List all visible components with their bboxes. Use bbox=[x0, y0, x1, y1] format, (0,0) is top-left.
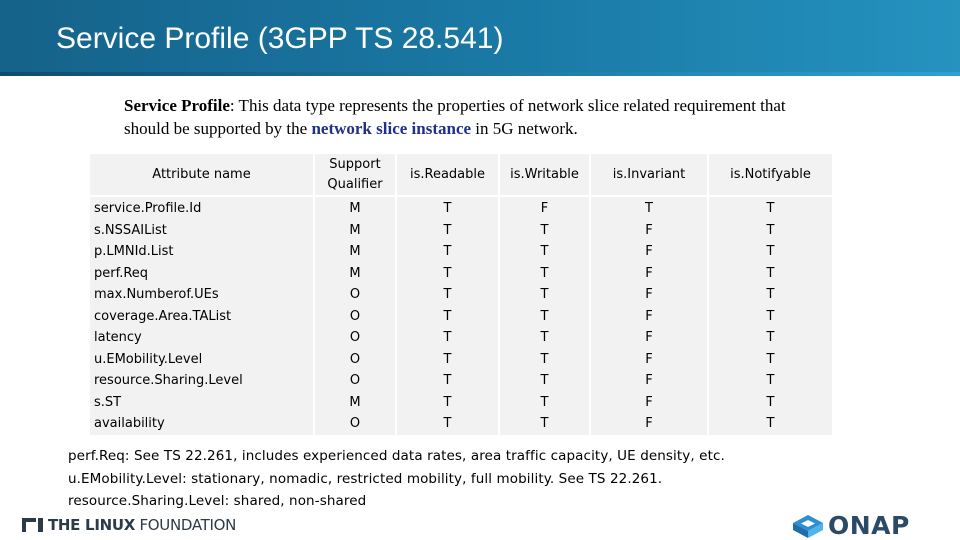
header-is-writable: is.Writable bbox=[499, 154, 590, 196]
cell-is-writable: T bbox=[499, 263, 590, 285]
cell-is-readable: T bbox=[396, 220, 499, 242]
table-row bbox=[90, 196, 833, 220]
header-is-notifyable: is.Notifyable bbox=[708, 154, 833, 196]
cell-is-readable: T bbox=[396, 263, 499, 285]
table-row bbox=[90, 370, 833, 392]
cell-support-qualifier: M bbox=[314, 220, 396, 242]
cell-is-readable: T bbox=[396, 392, 499, 414]
cell-is-readable: T bbox=[396, 327, 499, 349]
cell-is-readable: T bbox=[396, 370, 499, 392]
description-text-after: in 5G network. bbox=[471, 119, 578, 138]
cell-support-qualifier: M bbox=[314, 263, 396, 285]
onap-wordmark: ONAP bbox=[828, 511, 910, 540]
cell-support-qualifier: O bbox=[314, 327, 396, 349]
table-row bbox=[90, 220, 833, 242]
cell-is-invariant: F bbox=[590, 327, 708, 349]
cell-is-writable: F bbox=[499, 196, 590, 220]
linux-foundation-logo bbox=[22, 514, 236, 536]
description-text-before: : This data type represents the properties of network slice related requirement that should be supported by the bbox=[124, 96, 786, 138]
cell-is-notifyable: T bbox=[708, 413, 833, 435]
header-is-readable: is.Readable bbox=[396, 154, 499, 196]
cell-is-writable: T bbox=[499, 349, 590, 371]
header-is-invariant: is.Invariant bbox=[590, 154, 708, 196]
header-support-qualifier-label: Support Qualifier bbox=[327, 156, 383, 192]
cell-is-invariant: F bbox=[590, 413, 708, 435]
slide-title: Service Profile (3GPP TS 28.541) bbox=[56, 22, 504, 55]
cell-is-notifyable: T bbox=[708, 392, 833, 414]
cell-support-qualifier: M bbox=[314, 392, 396, 414]
cell-is-readable: T bbox=[396, 196, 499, 220]
table-body bbox=[90, 196, 833, 435]
cell-is-readable: T bbox=[396, 349, 499, 371]
note-ue-mobility: u.EMobility.Level: stationary, nomadic, restricted mobility, full mobility. See TS 22.261. bbox=[68, 470, 663, 487]
linux-foundation-wordmark bbox=[48, 516, 236, 534]
cell-attribute-name: resource.Sharing.Level bbox=[90, 370, 314, 392]
cell-is-invariant: F bbox=[590, 263, 708, 285]
table-row bbox=[90, 392, 833, 414]
onap-logo bbox=[790, 512, 920, 540]
cell-is-writable: T bbox=[499, 327, 590, 349]
lf-wordmark-light: FOUNDATION bbox=[135, 516, 237, 534]
table-row bbox=[90, 327, 833, 349]
note-perf-req: perf.Req: See TS 22.261, includes experienced data rates, area traffic capacity, UE density, etc. bbox=[68, 448, 725, 464]
cell-support-qualifier: M bbox=[314, 196, 396, 220]
notes bbox=[68, 445, 908, 513]
cell-is-invariant: F bbox=[590, 392, 708, 414]
header-support-qualifier bbox=[314, 154, 396, 196]
cell-is-writable: T bbox=[499, 413, 590, 435]
description bbox=[124, 94, 824, 140]
cell-is-readable: T bbox=[396, 241, 499, 263]
cell-is-writable: T bbox=[499, 220, 590, 242]
cell-attribute-name: latency bbox=[90, 327, 314, 349]
linux-foundation-mark-icon bbox=[22, 517, 44, 533]
cell-is-readable: T bbox=[396, 306, 499, 328]
table-row bbox=[90, 263, 833, 285]
cell-is-notifyable: T bbox=[708, 220, 833, 242]
cell-is-writable: T bbox=[499, 284, 590, 306]
onap-mark-icon bbox=[790, 513, 826, 539]
cell-is-readable: T bbox=[396, 284, 499, 306]
header-attribute-name: Attribute name bbox=[90, 154, 314, 196]
cell-is-invariant: F bbox=[590, 220, 708, 242]
cell-is-notifyable: T bbox=[708, 349, 833, 371]
cell-is-invariant: T bbox=[590, 196, 708, 220]
table-header-row bbox=[90, 154, 833, 196]
cell-attribute-name: s.NSSAIList bbox=[90, 220, 314, 242]
description-term: Service Profile bbox=[124, 96, 230, 115]
cell-is-invariant: F bbox=[590, 349, 708, 371]
table-row bbox=[90, 413, 833, 435]
table-row bbox=[90, 349, 833, 371]
lf-wordmark-bold: THE LINUX bbox=[48, 516, 135, 534]
cell-is-notifyable: T bbox=[708, 306, 833, 328]
description-highlight: network slice instance bbox=[311, 119, 472, 138]
cell-is-notifyable: T bbox=[708, 327, 833, 349]
cell-attribute-name: availability bbox=[90, 413, 314, 435]
table-row bbox=[90, 306, 833, 328]
cell-is-writable: T bbox=[499, 370, 590, 392]
cell-is-notifyable: T bbox=[708, 284, 833, 306]
note-resource-sharing: resource.Sharing.Level: shared, non-shared bbox=[68, 493, 367, 509]
cell-attribute-name: service.Profile.Id bbox=[90, 196, 314, 220]
cell-support-qualifier: O bbox=[314, 349, 396, 371]
cell-is-writable: T bbox=[499, 306, 590, 328]
cell-support-qualifier: O bbox=[314, 413, 396, 435]
cell-support-qualifier: M bbox=[314, 241, 396, 263]
table-row bbox=[90, 241, 833, 263]
cell-is-invariant: F bbox=[590, 284, 708, 306]
attribute-table bbox=[90, 154, 834, 435]
cell-is-invariant: F bbox=[590, 370, 708, 392]
cell-attribute-name: p.LMNId.List bbox=[90, 241, 314, 263]
cell-is-notifyable: T bbox=[708, 263, 833, 285]
cell-is-invariant: F bbox=[590, 306, 708, 328]
cell-attribute-name: max.Numberof.UEs bbox=[90, 284, 314, 306]
cell-support-qualifier: O bbox=[314, 306, 396, 328]
cell-is-notifyable: T bbox=[708, 241, 833, 263]
cell-attribute-name: coverage.Area.TAList bbox=[90, 306, 314, 328]
cell-is-invariant: F bbox=[590, 241, 708, 263]
cell-attribute-name: u.EMobility.Level bbox=[90, 349, 314, 371]
table-row bbox=[90, 284, 833, 306]
cell-is-notifyable: T bbox=[708, 196, 833, 220]
cell-is-writable: T bbox=[499, 241, 590, 263]
cell-attribute-name: perf.Req bbox=[90, 263, 314, 285]
cell-attribute-name: s.ST bbox=[90, 392, 314, 414]
cell-support-qualifier: O bbox=[314, 284, 396, 306]
cell-support-qualifier: O bbox=[314, 370, 396, 392]
cell-is-notifyable: T bbox=[708, 370, 833, 392]
cell-is-writable: T bbox=[499, 392, 590, 414]
cell-is-readable: T bbox=[396, 413, 499, 435]
